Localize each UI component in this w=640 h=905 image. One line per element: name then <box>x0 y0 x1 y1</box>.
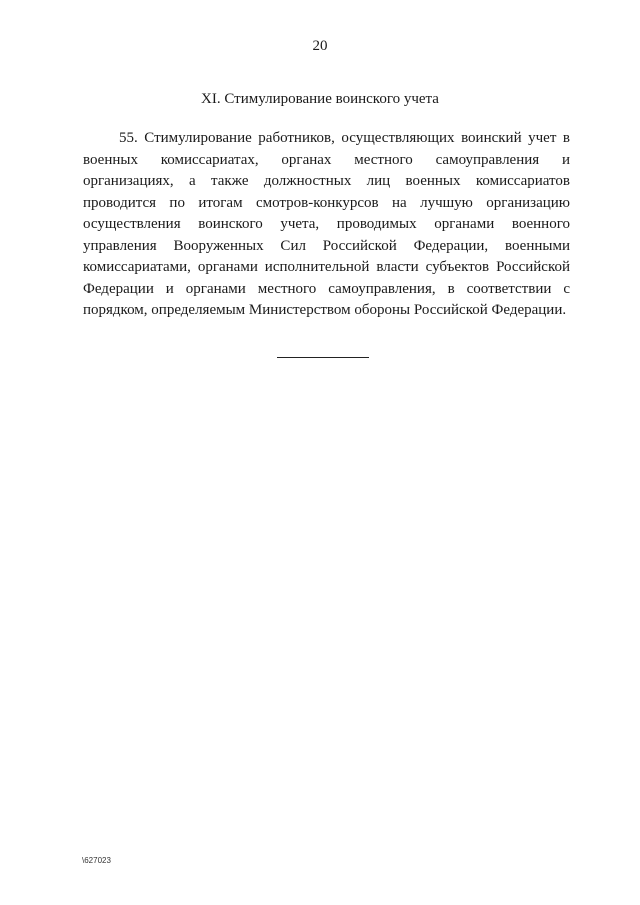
end-separator-line <box>277 357 369 358</box>
document-code: \627023 <box>82 856 111 865</box>
paragraph-line: 55. Стимулирование работников, осуществляющих воинский учет в <box>119 130 570 146</box>
paragraph-line: комиссариатами, органами исполнительной власти субъектов Российской <box>83 259 570 275</box>
paragraph-55 <box>83 128 570 322</box>
paragraph-line: управления Вооруженных Сил Российской Федерации, военными <box>83 237 570 254</box>
page-number: 20 <box>312 38 328 54</box>
paragraph-line: проводится по итогам смотров-конкурсов на лучшую организацию <box>83 194 570 211</box>
section-title: XI. Стимулирование воинского учета <box>201 91 439 107</box>
paragraph-line: организациях, а также должностных лиц военных комиссариатов <box>83 173 570 189</box>
paragraph-line: военных комиссариатах, органах местного самоуправления и <box>83 151 570 168</box>
paragraph-line: порядком, определяемым Министерством обороны Российской Федерации. <box>83 302 567 318</box>
paragraph-line: Федерации и органами местного самоуправления, в соответствии с <box>83 280 570 297</box>
paragraph-line: осуществления воинского учета, проводимых органами военного <box>83 216 570 232</box>
